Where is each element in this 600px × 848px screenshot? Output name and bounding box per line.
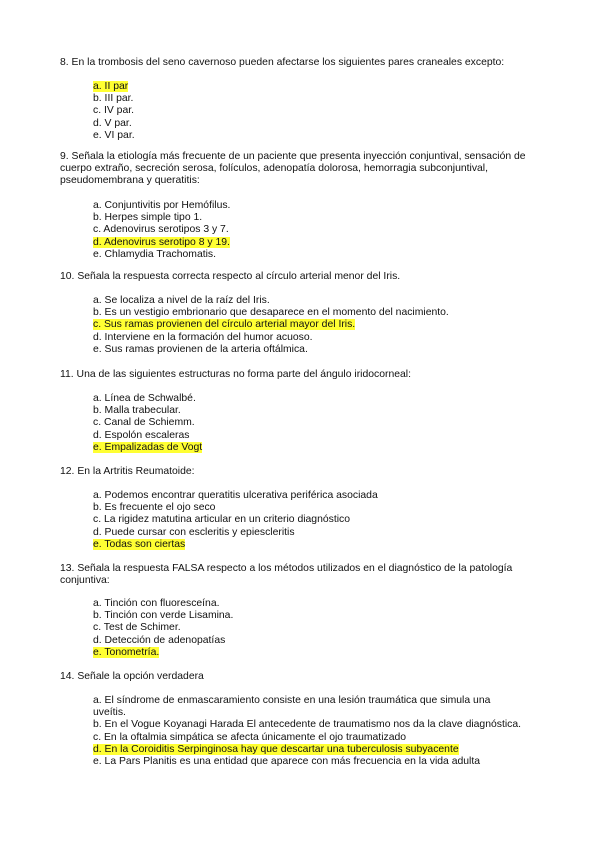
option-14c: c. En la oftalmia simpática se afecta únicamente el ojo traumatizado [93,731,407,743]
option-12e: e. Todas son ciertas [93,538,186,550]
option-12b: b. Es frecuente el ojo seco [93,502,216,514]
option-13e: e. Tonometría. [93,646,160,658]
option-12a: a. Podemos encontrar queratitis ulcerativa periférica asociada [93,490,378,501]
question-10-text: 10. Señala la respuesta correcta respecto al círculo arterial menor del Iris. [60,271,401,282]
option-14a: a. El síndrome de enmascaramiento consiste en una lesión traumática que simula una uveítis. [93,695,491,719]
question-10-options [93,295,533,356]
question-13-options [93,598,533,659]
question-11-options [93,393,533,454]
option-9d: d. Adenovirus serotipo 8 y 19. [93,236,230,248]
option-8b: b. III par. [93,93,134,105]
option-14d: d. En la Coroiditis Serpinginosa hay que descartar una tuberculosis subyacente [93,743,459,755]
option-13c: c. Test de Schimer. [93,622,181,634]
option-8a: a. II par [93,81,129,92]
question-13-text: 13. Señala la respuesta FALSA respecto a los métodos utilizados en el diagnóstico de la patología conjuntiva: [60,563,513,587]
option-11e: e. Empalizadas de Vogt [93,441,203,453]
option-14e: e. La Pars Planitis es una entidad que aparece con más frecuencia en la vida adulta [93,755,481,767]
question-8-options [93,81,533,142]
question-12-text: 12. En la Artritis Reumatoide: [60,466,195,477]
option-9b: b. Herpes simple tipo 1. [93,212,203,224]
option-10e: e. Sus ramas provienen de la arteria oftálmica. [93,343,308,355]
option-10b: b. Es un vestigio embrionario que desaparece en el momento del nacimiento. [93,307,449,319]
option-12d: d. Puede cursar con escleritis y epiescleritis [93,526,295,538]
option-10d: d. Interviene en la formación del humor acuoso. [93,331,313,343]
option-8d: d. V par. [93,117,132,129]
option-12c: c. La rigidez matutina articular en un criterio diagnóstico [93,514,351,526]
option-11d: d. Espolón escaleras [93,429,190,441]
option-13d: d. Detección de adenopatías [93,634,226,646]
option-13b: b. Tinción con verde Lisamina. [93,610,234,622]
question-11-text: 11. Una de las siguientes estructuras no forma parte del ángulo iridocorneal: [60,369,411,380]
option-13a: a. Tinción con fluoresceína. [93,598,220,609]
option-10a: a. Se localiza a nivel de la raíz del Iris. [93,295,270,306]
option-10c: c. Sus ramas provienen del círculo arterial mayor del Iris. [93,319,356,331]
question-9-options [93,200,533,261]
option-8e: e. VI par. [93,129,135,141]
option-9e: e. Chlamydia Trachomatis. [93,248,217,260]
question-14-options [93,695,523,768]
option-8c: c. IV par. [93,105,135,117]
option-11c: c. Canal de Schiemm. [93,417,195,429]
question-9-text: 9. Señala la etiología más frecuente de un paciente que presenta inyección conjuntival, sensación de cuerpo extraño, secreción serosa, folículos, adenopatía dolorosa, hemorragia subconjuntival, pseudomembrana y queratitis: [60,151,526,187]
option-9c: c. Adenovirus serotipos 3 y 7. [93,224,229,236]
question-12-options [93,490,533,551]
option-9a: a. Conjuntivitis por Hemófilus. [93,200,231,211]
option-11b: b. Malla trabecular. [93,405,181,417]
question-14-text: 14. Señale la opción verdadera [60,671,204,682]
question-8-text: 8. En la trombosis del seno cavernoso pueden afectarse los siguientes pares craneales excepto: [60,57,505,68]
option-14b: b. En el Vogue Koyanagi Harada El antecedente de traumatismo nos da la clave diagnóstica. [93,719,522,731]
option-11a: a. Línea de Schwalbé. [93,393,196,404]
